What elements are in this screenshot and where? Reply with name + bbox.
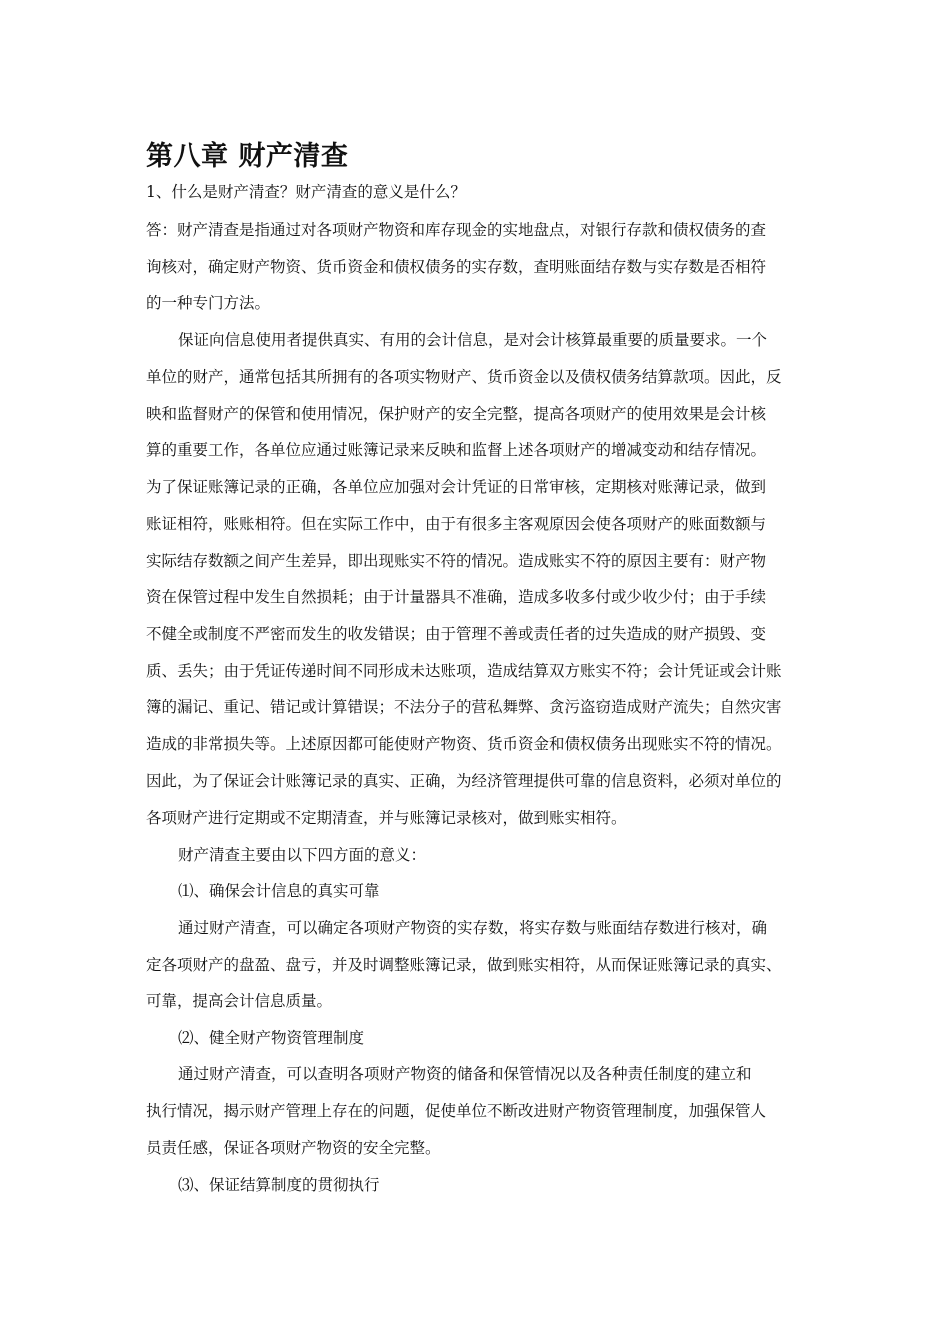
body-line: 账证相符，账账相符。但在实际工作中，由于有很多主客观原因会使各项财产的账面数额与: [146, 515, 767, 533]
body-line: ⑴、确保会计信息的真实可靠: [178, 882, 380, 900]
body-line: 造成的非常损失等。上述原因都可能使财产物资、货币资金和债权债务出现账实不符的情况。: [146, 735, 782, 753]
body-line: 询核对，确定财产物资、货币资金和债权债务的实存数，查明账面结存数与实存数是否相符: [146, 258, 767, 276]
body-line: 为了保证账簿记录的正确，各单位应加强对会计凭证的日常审核，定期核对账薄记录，做到: [146, 478, 767, 496]
body-line: 实际结存数额之间产生差异，即出现账实不符的情况。造成账实不符的原因主要有：财产物: [146, 552, 767, 570]
body-line: 映和监督财产的保管和使用情况，保护财产的安全完整，提高各项财产的使用效果是会计核: [146, 405, 767, 423]
body-line: 各项财产进行定期或不定期清查，并与账簿记录核对，做到账实相符。: [146, 809, 627, 827]
body-line: 答：财产清查是指通过对各项财产物资和库存现金的实地盘点，对银行存款和债权债务的查: [146, 221, 767, 239]
body-line: 单位的财产，通常包括其所拥有的各项实物财产、货币资金以及债权债务结算款项。因此，反: [146, 368, 782, 386]
body-line: ⑶、保证结算制度的贯彻执行: [178, 1176, 380, 1194]
body-line: 的一种专门方法。: [146, 294, 271, 312]
body-line: 执行情况，揭示财产管理上存在的问题，促使单位不断改进财产物资管理制度，加强保管人: [146, 1102, 767, 1120]
body-line: 质、丢失；由于凭证传递时间不同形成未达账项，造成结算双方账实不符；会计凭证或会计账: [146, 662, 782, 680]
body-line: 通过财产清查，可以查明各项财产物资的储备和保管情况以及各种责任制度的建立和: [178, 1065, 752, 1083]
body-line: 因此，为了保证会计账簿记录的真实、正确，为经济管理提供可靠的信息资料，必须对单位的: [146, 772, 782, 790]
body-line: 1、什么是财产清查？财产清查的意义是什么？: [146, 183, 466, 201]
body-line: 资在保管过程中发生自然损耗；由于计量器具不准确，造成多收多付或少收少付；由于手续: [146, 588, 767, 606]
body-line: 财产清查主要由以下四方面的意义：: [178, 846, 427, 864]
body-line: 簿的漏记、重记、错记或计算错误；不法分子的营私舞弊、贪污盗窃造成财产流失；自然灾害: [146, 698, 782, 716]
body-line: 定各项财产的盘盈、盘亏，并及时调整账簿记录，做到账实相符，从而保证账簿记录的真实、: [146, 956, 782, 974]
body-line: 通过财产清查，可以确定各项财产物资的实存数，将实存数与账面结存数进行核对，确: [178, 919, 768, 937]
body-line: 算的重要工作，各单位应通过账簿记录来反映和监督上述各项财产的增减变动和结存情况。: [146, 441, 767, 459]
body-line: 保证向信息使用者提供真实、有用的会计信息，是对会计核算最重要的质量要求。一个: [178, 331, 768, 349]
body-line: ⑵、健全财产物资管理制度: [178, 1029, 365, 1047]
body-line: 不健全或制度不严密而发生的收发错误；由于管理不善或责任者的过失造成的财产损毁、变: [146, 625, 767, 643]
body-line: 可靠，提高会计信息质量。: [146, 992, 333, 1010]
chapter-title: 第八章 财产清查: [146, 141, 349, 172]
body-line: 员责任感，保证各项财产物资的安全完整。: [146, 1139, 441, 1157]
